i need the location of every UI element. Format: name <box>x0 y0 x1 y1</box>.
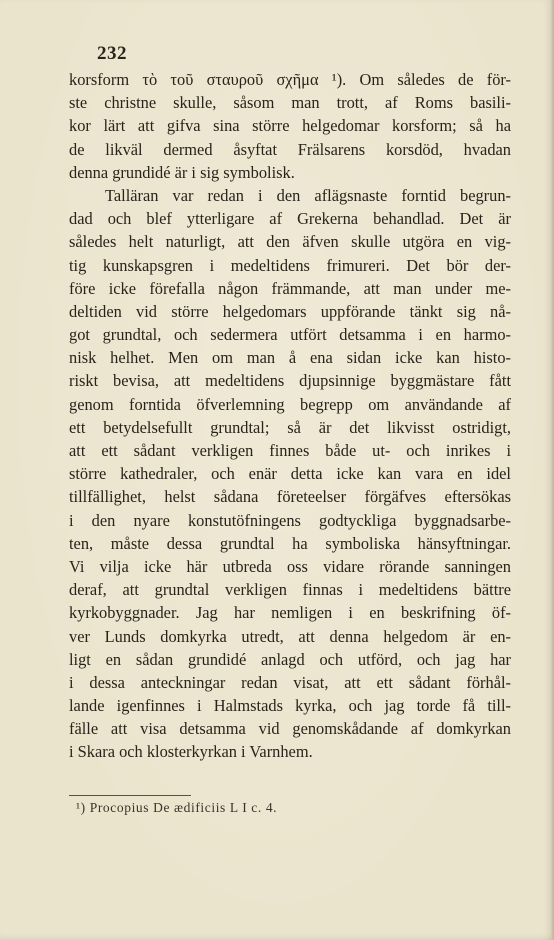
footnote: ¹) Procopius De ædificiis L I c. 4. <box>76 800 278 815</box>
text-line: fälle att visa detsamma vid genomskådande af domkyrkan <box>69 719 511 739</box>
text-line: före icke förefalla någon främmande, att man under me- <box>69 278 511 298</box>
text-line: ver Lunds domkyrka utredt, att denna helgedom är en- <box>69 626 511 646</box>
text-line: ten, måste dessa grundtal ha symboliska hänsyftningar. <box>69 533 511 553</box>
text-line: i den nyare konstutöfningens godtyckliga byggnadsarbe- <box>69 510 511 530</box>
text-line: deltiden vid större helgedomars uppförande tänkt sig nå- <box>69 301 511 321</box>
text-line: ett betydelsefullt grundtal; så är det likvisst ostridigt, <box>69 417 511 437</box>
text-line: got grundtal, och sedermera utfört detsamma i en harmo- <box>69 325 511 345</box>
text-line: Vi vilja icke här utbreda oss vidare rörande sanningen <box>69 556 511 576</box>
text-line: att ett sådant verkligen finnes både ut- och inrikes i <box>69 441 511 460</box>
text-line: ste christne skulle, såsom man trott, af Roms basili- <box>69 93 511 113</box>
text-line: riskt bevisa, att medeltidens djupsinnige byggmästare fått <box>69 371 511 391</box>
text-line: större kathedraler, och enär detta icke kan vara en idel <box>69 464 511 484</box>
text-line: tillfällighet, helst sådana företeelser förgäfves eftersökas <box>69 487 511 507</box>
text-line: således helt naturligt, att den äfven skulle utgöra en vig- <box>69 232 511 252</box>
body-text <box>69 68 511 764</box>
text-line: dad och blef ytterligare af Grekerna behandlad. Det är <box>69 209 511 229</box>
text-line: genom forntida öfverlemning begrepp om användande af <box>69 394 511 414</box>
paragraph-first-line: Talläran var redan i den aflägsnaste forntid begrun- <box>105 185 511 205</box>
text-line: nisk helhet. Men om man å ena sidan icke kan histo- <box>69 348 511 368</box>
text-line: kor lärt att gifva sina större helgedomar korsform; så ha <box>69 116 511 136</box>
text-line: lande igenfinnes i Halmstads kyrka, och jag torde få till- <box>69 696 511 716</box>
text-line: deraf, att grundtal verkligen finnas i medeltidens bättre <box>69 580 511 600</box>
text-line: tig kunskapsgren i medeltidens frimureri. Det bör der- <box>69 255 511 275</box>
text-line: korsform τὸ τοῦ σταυροῦ σχῆμα ¹). Om således de för- <box>69 70 511 89</box>
page-number: 232 <box>97 43 127 64</box>
text-line: i Skara och klosterkyrkan i Varnhem. <box>69 742 313 762</box>
footnote-divider <box>69 795 191 796</box>
text-line: i dessa anteckningar redan visat, att ett sådant förhål- <box>69 672 511 692</box>
text-line: de likväl dermed åsyftat Frälsarens korsdöd, hvadan <box>69 139 511 159</box>
text-line: ligt en sådan grundidé anlagd och utförd, och jag har <box>69 649 511 669</box>
text-line: denna grundidé är i sig symbolisk. <box>69 162 295 182</box>
text-line: kyrkobyggnader. Jag har nemligen i en beskrifning öf- <box>69 603 511 623</box>
